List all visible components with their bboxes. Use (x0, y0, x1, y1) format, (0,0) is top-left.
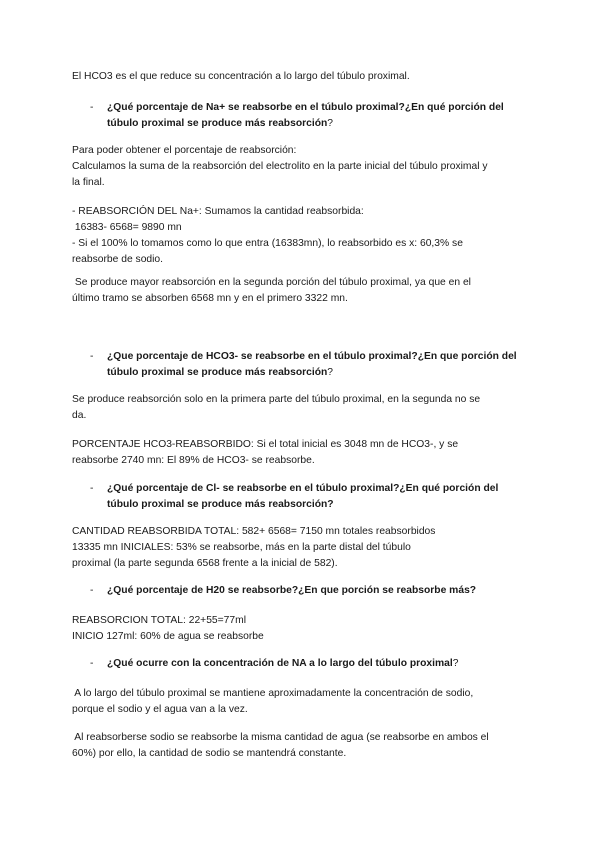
text-line: REABSORCION TOTAL: 22+55=77ml (72, 615, 246, 626)
text-line: A lo largo del túbulo proximal se mantiene aproximadamente la concentración de sodio, (72, 688, 474, 699)
intro-paragraph: El HCO3 es el que reduce su concentración a lo largo del túbulo proximal. (72, 71, 410, 82)
text-line: 16383- 6568= 9890 mn (72, 222, 182, 233)
question-3-text: ¿Qué porcentaje de Cl- se reabsorbe en el túbulo proximal?¿En qué porción del túbulo proximal se produce más reabsorción? (107, 483, 499, 510)
question-4-text: ¿Qué porcentaje de H20 se reabsorbe?¿En que porción se reabsorbe más? (107, 585, 477, 596)
answer-5-explanation (72, 730, 534, 762)
answer-1-conclusion (72, 275, 534, 307)
text-line: porque el sodio y el agua van a la vez. (72, 704, 248, 715)
answer-3-paragraph (72, 524, 534, 572)
question-5-mark: ? (452, 658, 459, 669)
text-line: Se produce mayor reabsorción en la segunda porción del túbulo proximal, ya que en el (72, 277, 471, 288)
bullet-dash: - (90, 351, 94, 362)
bullet-dash: - (90, 102, 94, 113)
text-line: Para poder obtener el porcentaje de reabsorción: (72, 145, 297, 156)
text-line: reabsorbe de sodio. (72, 254, 164, 265)
question-2 (90, 349, 530, 381)
question-4 (90, 583, 530, 599)
question-5 (90, 656, 530, 672)
answer-2-percentage (72, 437, 534, 469)
text-line: Calculamos la suma de la reabsorción del electrolito en la parte inicial del túbulo proximal y (72, 161, 488, 172)
bullet-dash: - (90, 483, 94, 494)
answer-2-paragraph (72, 392, 534, 424)
answer-4-paragraph (72, 613, 534, 645)
text-line: Al reabsorberse sodio se reabsorbe la misma cantidad de agua (se reabsorbe en ambos el (72, 732, 489, 743)
answer-5-paragraph (72, 686, 534, 718)
text-line: CANTIDAD REABSORBIDA TOTAL: 582+ 6568= 7150 mn totales reabsorbidos (72, 526, 436, 537)
question-2-mark: ? (327, 367, 334, 378)
text-line: 60%) por ello, la cantidad de sodio se mantendrá constante. (72, 748, 347, 759)
text-line: - Si el 100% lo tomamos como lo que entra (16383mn), lo reabsorbido es x: 60,3% se (72, 238, 463, 249)
text-line: INICIO 127ml: 60% de agua se reabsorbe (72, 631, 264, 642)
text-line: reabsorbe 2740 mn: El 89% de HCO3- se reabsorbe. (72, 455, 315, 466)
bullet-dash: - (90, 658, 94, 669)
question-1 (90, 100, 530, 132)
text-line: da. (72, 410, 87, 421)
answer-1-paragraph (72, 143, 534, 191)
answer-1-calculation (72, 204, 534, 268)
text-line: último tramo se absorben 6568 mn y en el primero 3322 mn. (72, 293, 348, 304)
text-line: - REABSORCIÓN DEL Na+: Sumamos la cantidad reabsorbida: (72, 206, 364, 217)
text-line: proximal (la parte segunda 6568 frente a la inicial de 582). (72, 558, 338, 569)
question-1-mark: ? (327, 118, 334, 129)
text-line: 13335 mn INICIALES: 53% se reabsorbe, más en la parte distal del túbulo (72, 542, 411, 553)
question-2-text: ¿Que porcentaje de HCO3- se reabsorbe en el túbulo proximal?¿En que porción del túbulo proximal se produce más reabsorción (107, 351, 517, 378)
question-5-text: ¿Qué ocurre con la concentración de NA a lo largo del túbulo proximal (107, 658, 453, 669)
bullet-dash: - (90, 585, 94, 596)
question-3 (90, 481, 530, 513)
question-1-text: ¿Qué porcentaje de Na+ se reabsorbe en el túbulo proximal?¿En qué porción del túbulo proximal se produce más reabsorción (107, 102, 504, 129)
text-line: PORCENTAJE HCO3-REABSORBIDO: Si el total inicial es 3048 mn de HCO3-, y se (72, 439, 459, 450)
text-line: Se produce reabsorción solo en la primera parte del túbulo proximal, en la segunda no se (72, 394, 481, 405)
text-line: la final. (72, 177, 105, 188)
